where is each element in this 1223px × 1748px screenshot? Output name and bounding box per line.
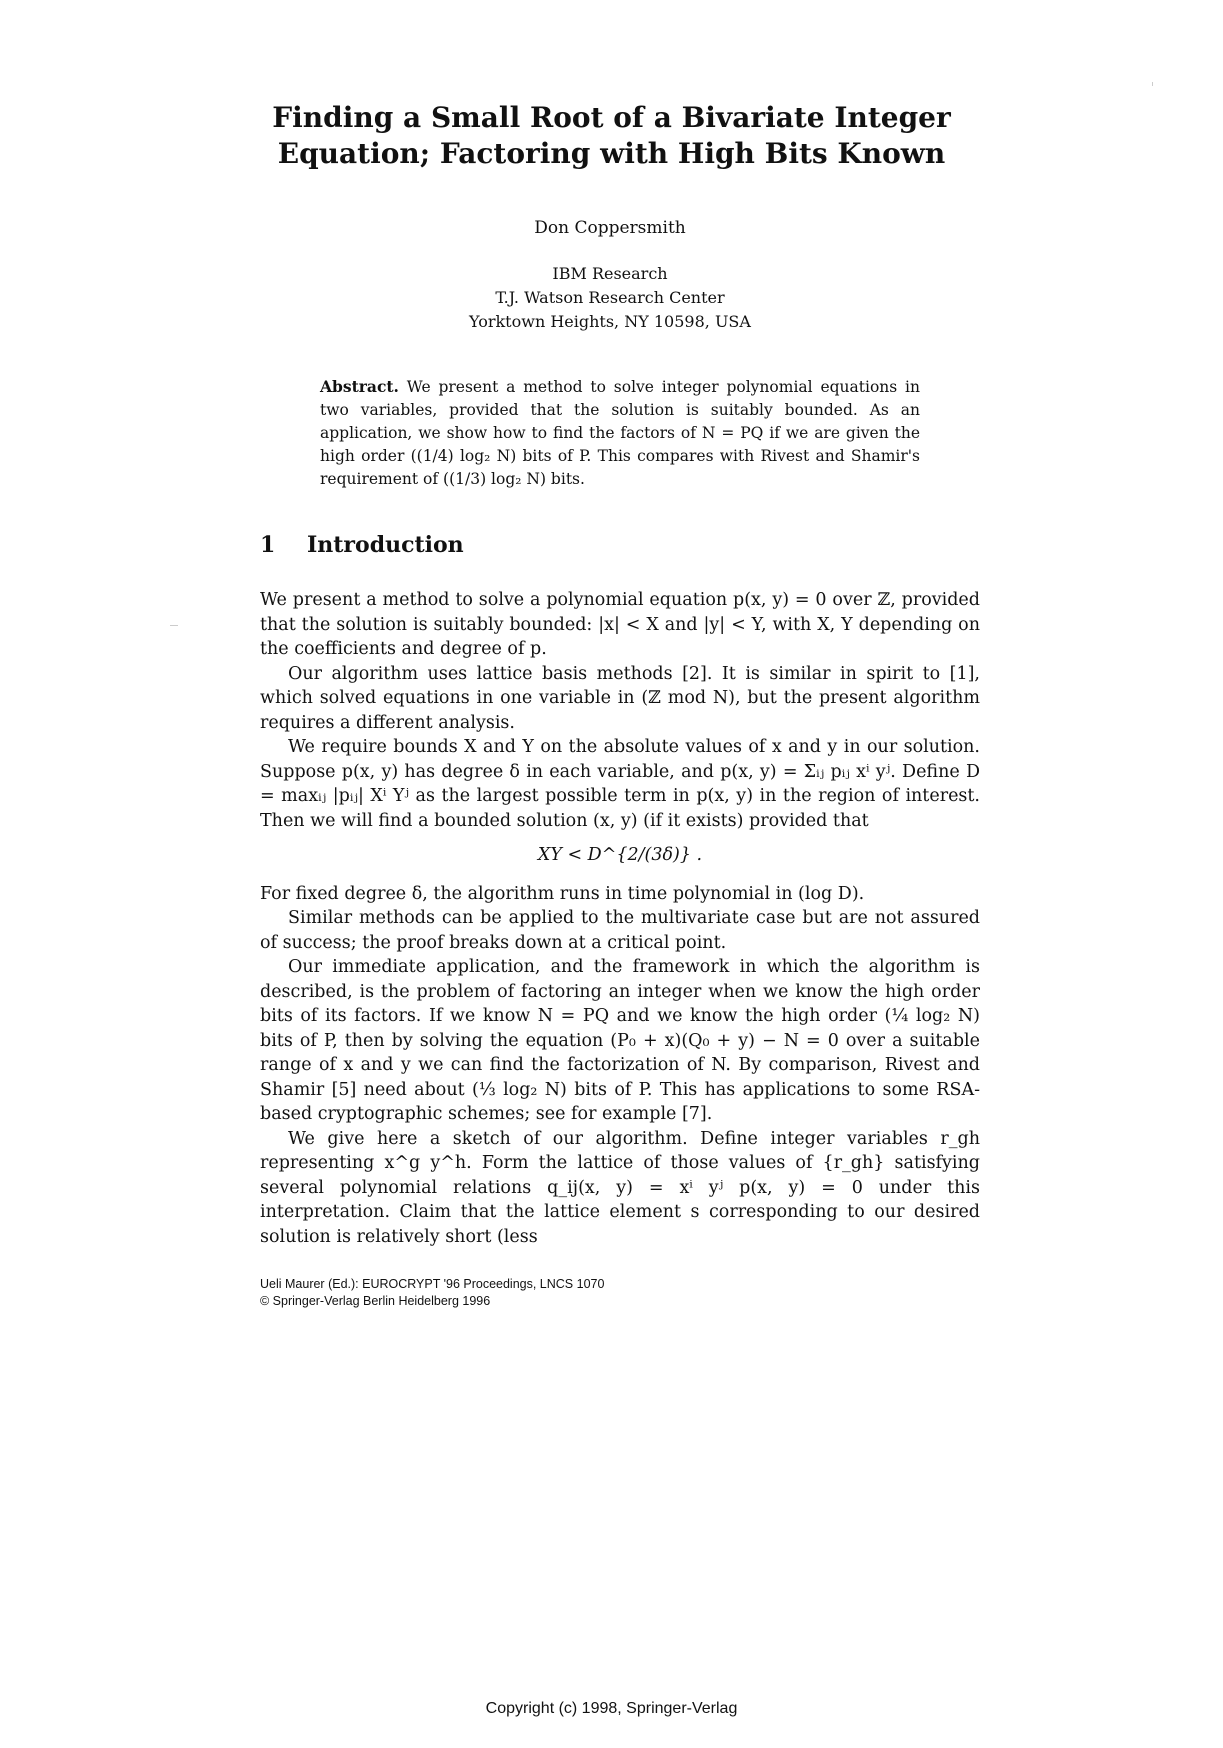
abstract [320, 375, 920, 491]
paragraph: We give here a sketch of our algorithm. Define integer variables r_gh representing x^g y^h. Form the lattice of those values of {r_gh} satisfying several polynomial relations q_ij(x, y) = xⁱ yʲ p(x, y) = 0 under this interpretation. Claim that the lattice element s corresponding to our desired solution is relatively short (less [260, 1128, 980, 1247]
paragraph: For fixed degree δ, the algorithm runs in time polynomial in (log D). [260, 883, 865, 904]
copyright-notice: Copyright (c) 1998, Springer-Verlag [485, 1700, 738, 1717]
paragraph: We require bounds X and Y on the absolute values of x and y in our solution. Suppose p(x, y) has degree δ in each variable, and p(x, y) = Σᵢⱼ pᵢⱼ xⁱ yʲ. Define D = maxᵢⱼ |pᵢⱼ| Xⁱ Yʲ as the largest possible term in p(x, y) in the region of interest. Then we will find a bounded solution (x, y) (if it exists) provided that [260, 737, 980, 831]
affiliation-line: Yorktown Heights, NY 10598, USA [469, 312, 751, 331]
margin-mark [170, 625, 178, 626]
paragraph: We present a method to solve a polynomial equation p(x, y) = 0 over ℤ, provided that the solution is suitably bounded: |x| < X and |y| < Y, with X, Y depending on the coefficients and degree of p. [260, 590, 980, 659]
paragraph: Similar methods can be applied to the multivariate case but are not assured of success; the proof breaks down at a critical point. [260, 908, 980, 953]
paragraph: Our algorithm uses lattice basis methods [2]. It is similar in spirit to [1], which solved equations in one variable in (ℤ mod N), but the present algorithm requires a different analysis. [260, 663, 980, 733]
section-title: Introduction [306, 532, 464, 558]
abstract-label: Abstract. [320, 377, 399, 396]
body-text [260, 588, 980, 1249]
abstract-text: We present a method to solve integer polynomial equations in two variables, provided that the solution is suitably bounded. As an application, we show how to find the factors of N = PQ if we are given the high order ((1/4) log₂ N) bits of P. This compares with Rivest and Shamir's requirement of ((1/3) log₂ N) bits. [320, 378, 920, 488]
affiliation [300, 262, 920, 334]
affiliation-line: T.J. Watson Research Center [495, 288, 725, 307]
paper-title [200, 100, 1023, 172]
margin-mark [1152, 82, 1153, 86]
footnote-line: Ueli Maurer (Ed.): EUROCRYPT '96 Proceedings, LNCS 1070 [260, 1277, 605, 1291]
section-heading [260, 532, 464, 558]
affiliation-line: IBM Research [552, 264, 668, 283]
footnote-line: © Springer-Verlag Berlin Heidelberg 1996 [260, 1294, 491, 1308]
display-equation: XY < D^{2/(3δ)} . [537, 845, 703, 865]
title-line-1: Finding a Small Root of a Bivariate Integer [272, 101, 951, 134]
paragraph: Our immediate application, and the framework in which the algorithm is described, is the problem of factoring an integer when we know the high order bits of its factors. If we know N = PQ and we know the high order (¼ log₂ N) bits of P, then by solving the equation (P₀ + x)(Q₀ + y) − N = 0 over a suitable range of x and y we can find the factorization of N. By comparison, Rivest and Shamir [5] need about (⅓ log₂ N) bits of P. This has applications to some RSA-based cryptographic schemes; see for example [7]. [260, 957, 980, 1124]
author-name: Don Coppersmith [534, 218, 686, 238]
title-line-2: Equation; Factoring with High Bits Known [277, 137, 946, 170]
section-number: 1 [260, 532, 276, 558]
publication-footnote [260, 1276, 604, 1310]
